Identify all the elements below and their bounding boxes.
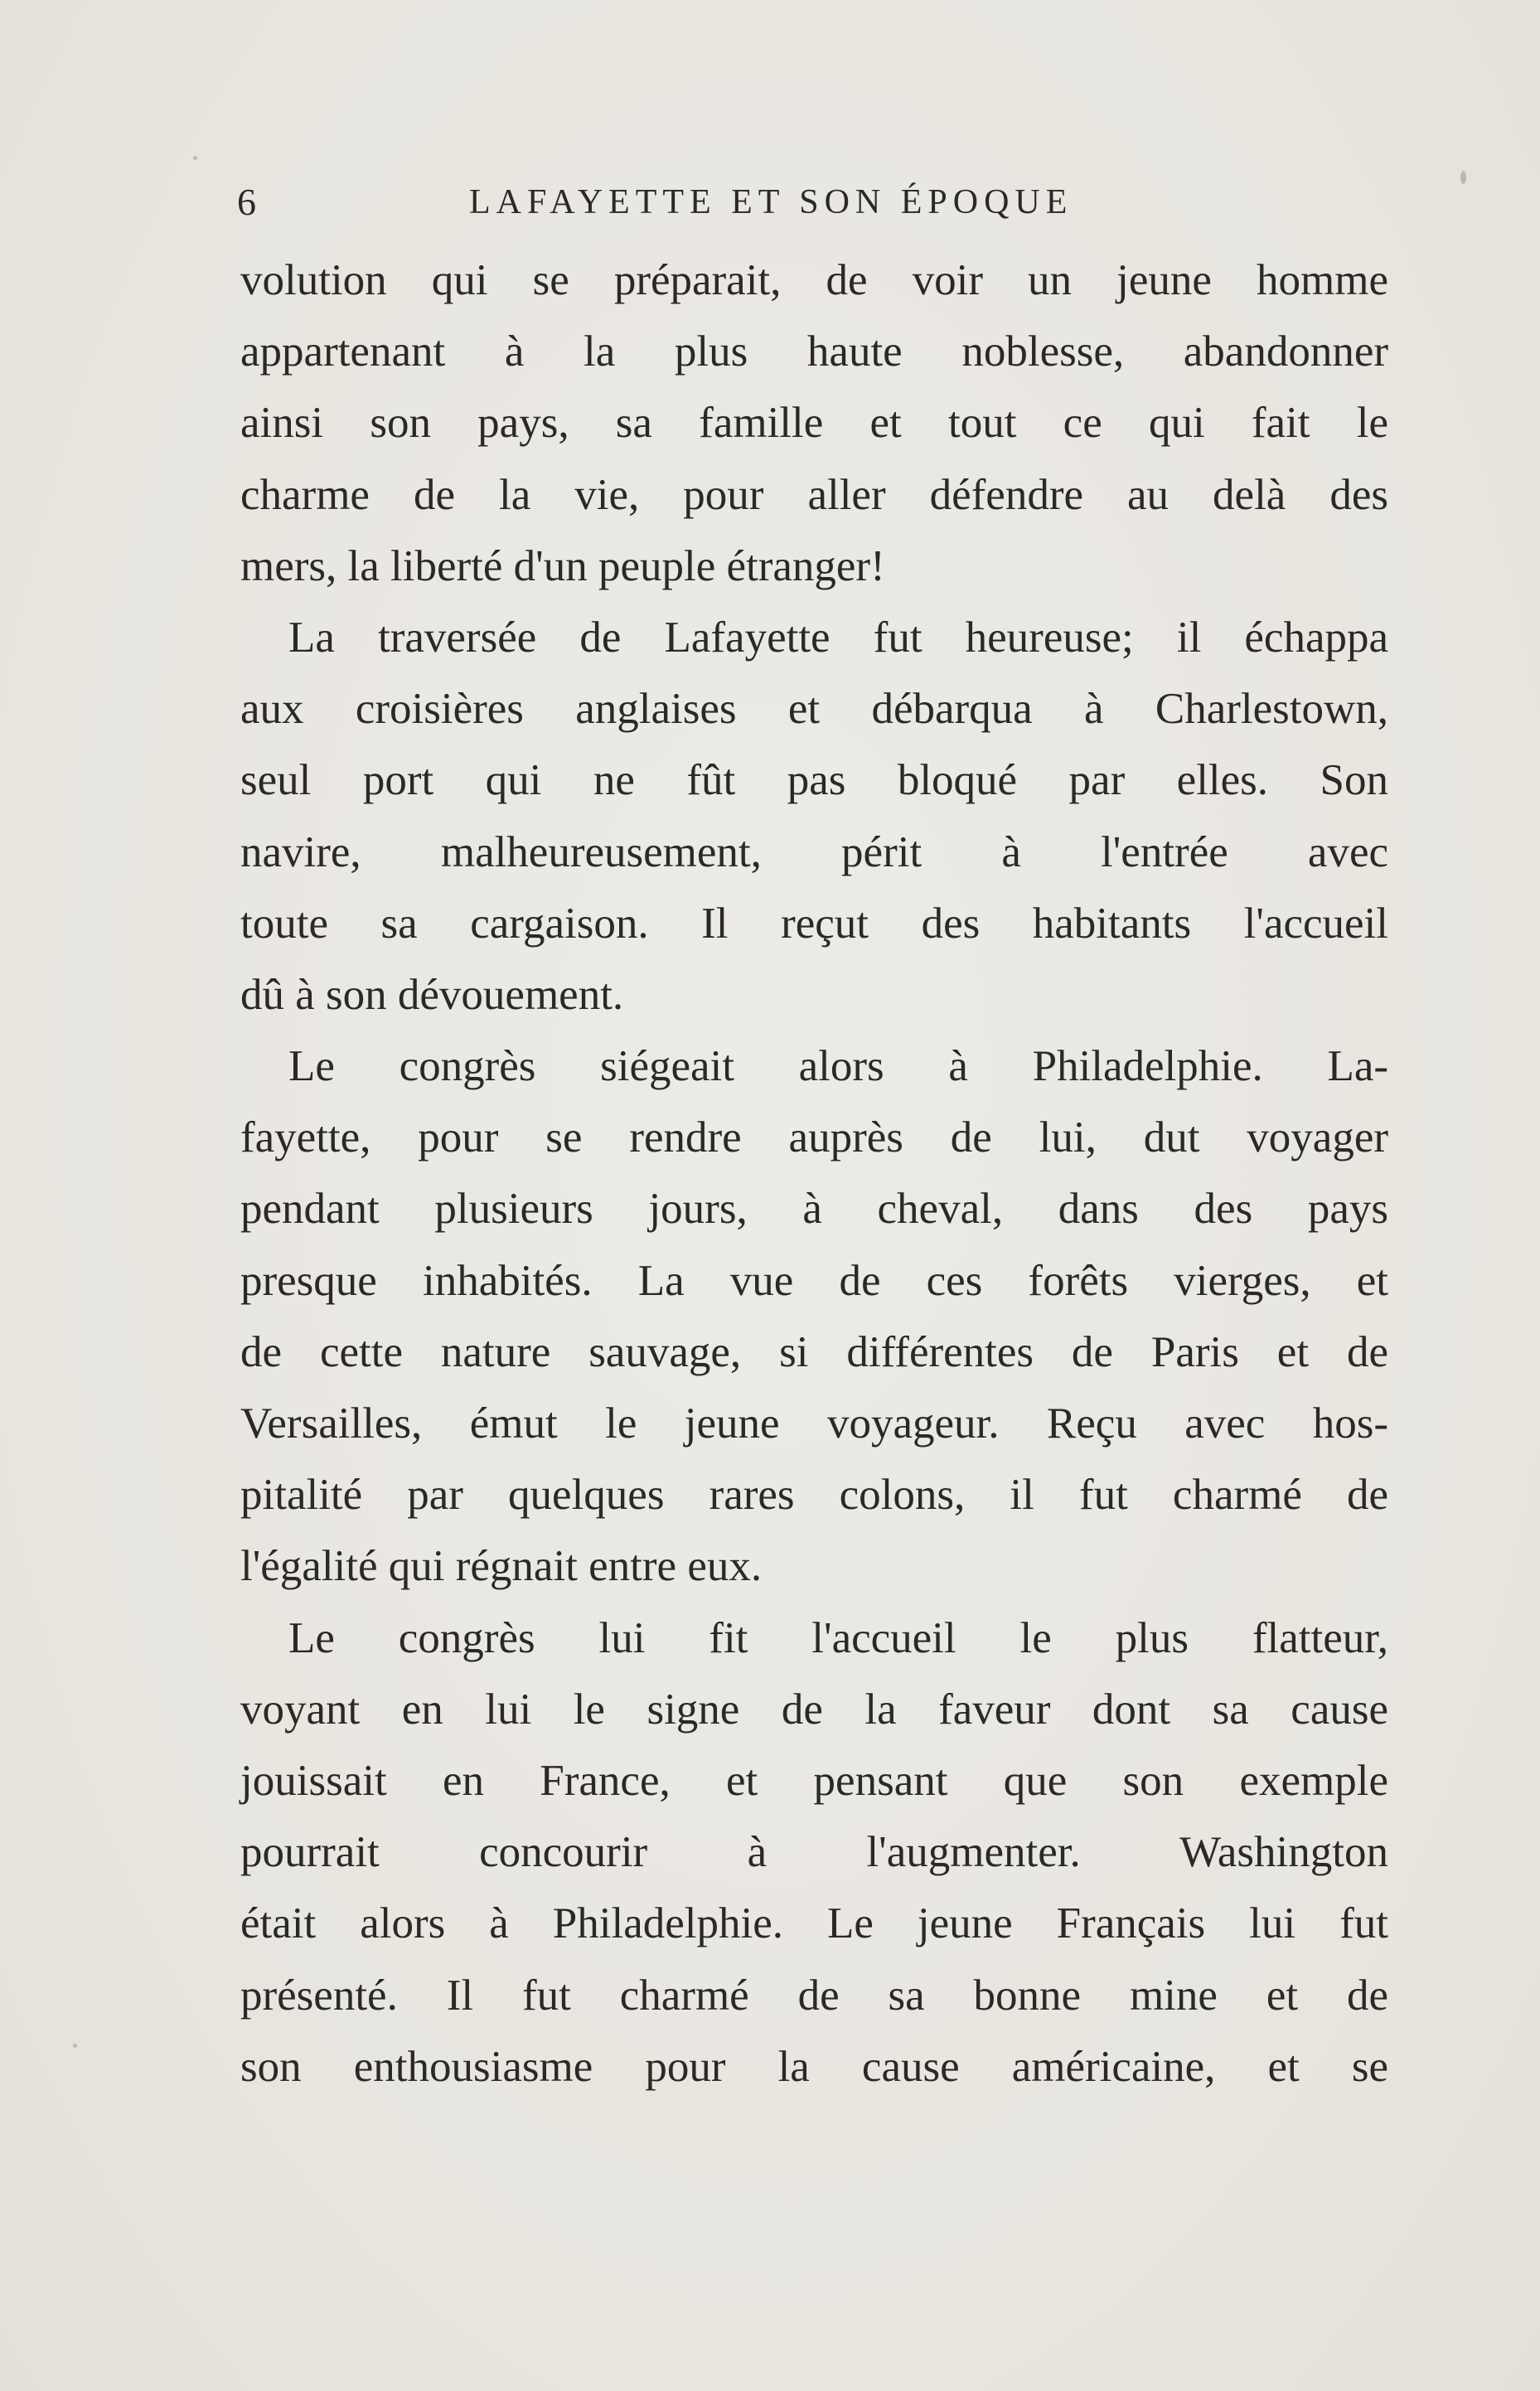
text-line: son enthousiasme pour la cause américaine, et se (240, 2042, 1388, 2091)
text-line: aux croisières anglaises et débarqua à Charlestown, (240, 685, 1388, 734)
text-line: seul port qui ne fût pas bloqué par elles. Son (240, 756, 1388, 805)
page-number: 6 (237, 181, 257, 223)
page-header (237, 177, 1392, 227)
paper-speck (193, 156, 197, 160)
text-line: toute sa cargaison. Il reçut des habitants l'accueil (240, 899, 1388, 948)
text-line: était alors à Philadelphie. Le jeune Français lui fut (240, 1899, 1388, 1948)
paper-speck (73, 2044, 77, 2048)
paper-speck (1460, 171, 1466, 184)
text-line: présenté. Il fut charmé de sa bonne mine et de (240, 1971, 1388, 2020)
text-line: presque inhabités. La vue de ces forêts vierges, et (240, 1256, 1388, 1305)
text-line: fayette, pour se rendre auprès de lui, dut voyager (240, 1113, 1388, 1162)
text-line: voyant en lui le signe de la faveur dont sa cause (240, 1685, 1388, 1734)
body-text (240, 245, 1388, 2102)
text-line: charme de la vie, pour aller défendre au delà des (240, 470, 1388, 519)
text-line: mers, la liberté d'un peuple étranger! (240, 541, 885, 590)
text-line: jouissait en France, et pensant que son exemple (240, 1756, 1388, 1805)
text-line: ainsi son pays, sa famille et tout ce qui fait le (240, 399, 1388, 448)
text-line: pitalité par quelques rares colons, il fut charmé de (240, 1471, 1388, 1520)
text-line: l'égalité qui régnait entre eux. (240, 1542, 763, 1591)
text-line: appartenant à la plus haute noblesse, abandonner (240, 327, 1388, 376)
paragraph-first-line: Le congrès siégeait alors à Philadelphie. La- (288, 1042, 1388, 1091)
text-line: dû à son dévouement. (240, 970, 624, 1019)
text-line: de cette nature sauvage, si différentes de Paris et de (240, 1327, 1388, 1376)
text-line: navire, malheureusement, périt à l'entrée avec (240, 827, 1388, 876)
running-title: LAFAYETTE ET SON ÉPOQUE (469, 183, 1073, 221)
text-line: pourrait concourir à l'augmenter. Washington (240, 1828, 1388, 1877)
paragraph-first-line: La traversée de Lafayette fut heureuse; il échappa (288, 613, 1388, 662)
text-line: pendant plusieurs jours, à cheval, dans des pays (240, 1185, 1388, 1234)
text-line: Versailles, émut le jeune voyageur. Reçu avec hos- (240, 1399, 1388, 1448)
text-line: volution qui se préparait, de voir un jeune homme (240, 256, 1388, 304)
paragraph-first-line: Le congrès lui fit l'accueil le plus flatteur, (288, 1613, 1388, 1662)
